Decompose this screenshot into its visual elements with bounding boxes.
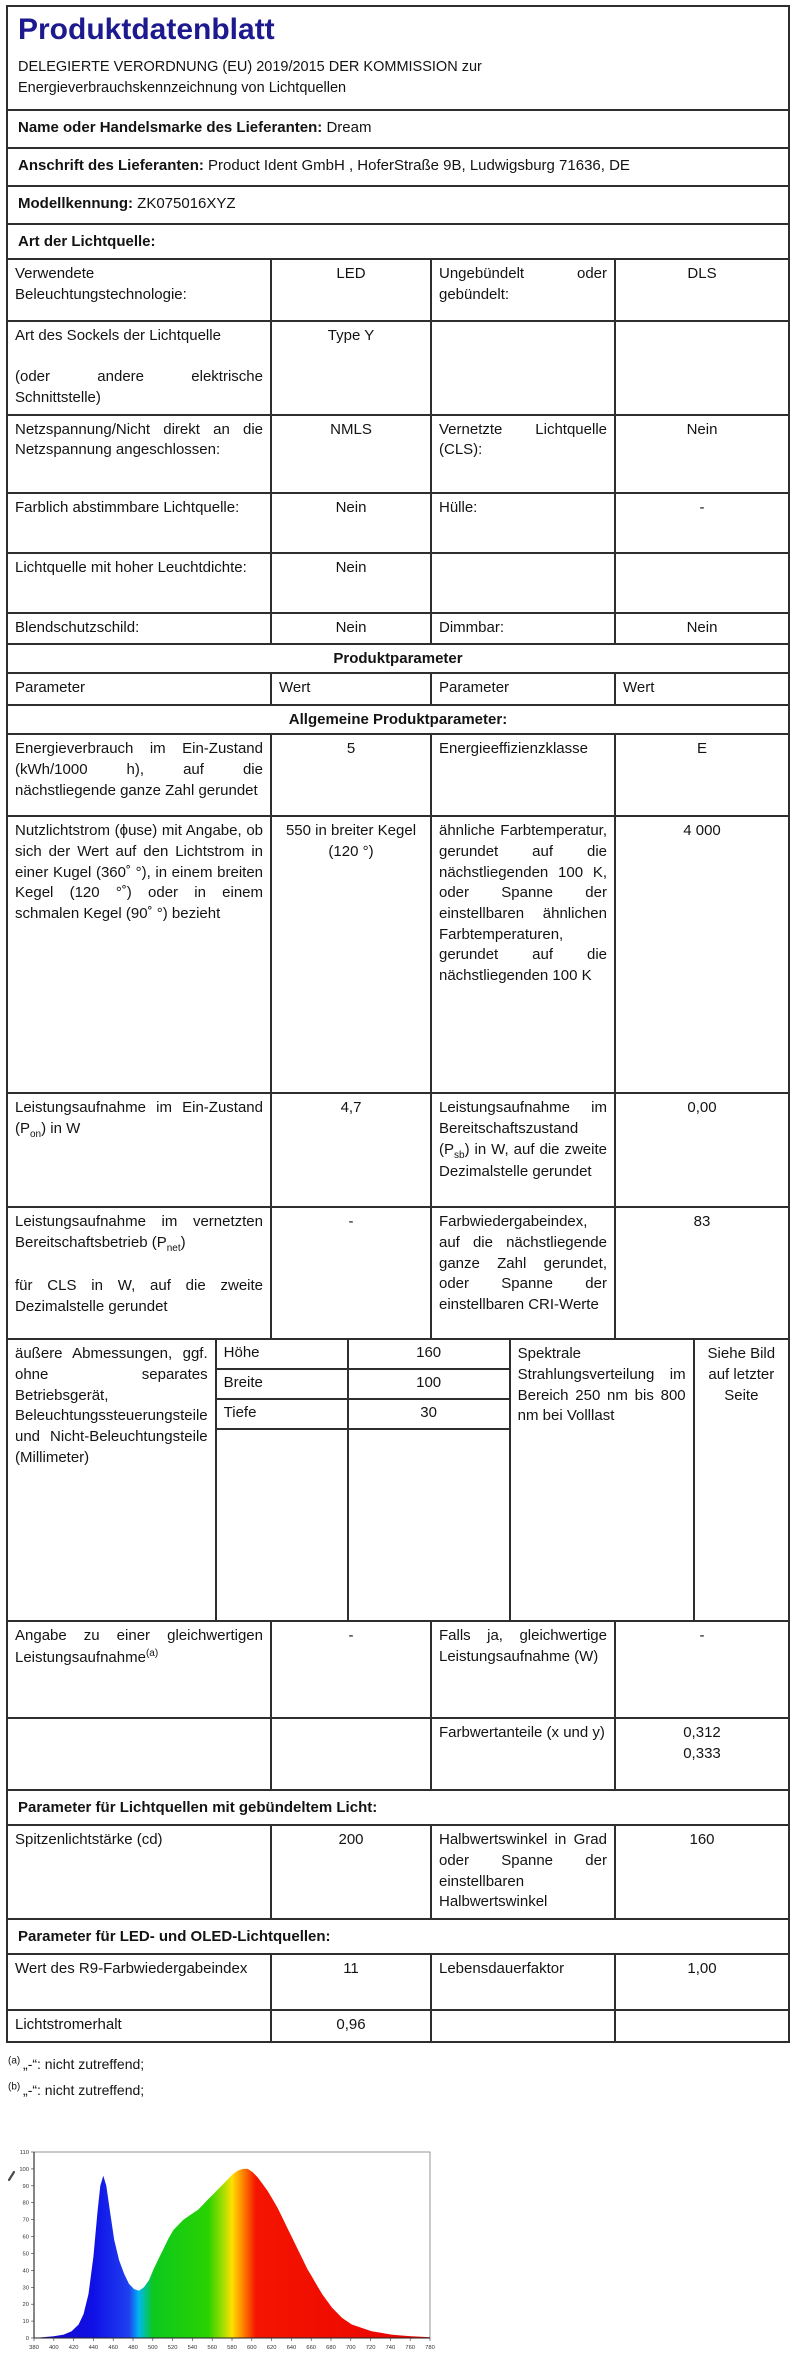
param-value-cell: 200 [270, 1826, 430, 1918]
regulation-subtitle: DELEGIERTE VERORDNUNG (EU) 2019/2015 DER KOMMISSION zur Energieverbrauchskennzeichnung von Lichtquellen [18, 59, 482, 97]
svg-text:10: 10 [22, 2319, 29, 2326]
dimensions-row [8, 1338, 788, 1620]
param-label-cell: Halbwertswinkel in Grad oder Spanne der einstellbaren Halbwertswinkel [430, 1826, 614, 1918]
param-value-cell: Nein [270, 494, 430, 552]
supplier-name-label: Name oder Handelsmarke des Lieferanten: [18, 119, 323, 137]
supplier-address-label: Anschrift des Lieferanten: [18, 157, 204, 175]
svg-text:760: 760 [405, 2345, 416, 2352]
param-value-cell: 1,00 [614, 1955, 788, 2009]
param-label-cell: Ungebündelt oder gebündelt: [430, 260, 614, 320]
svg-text:540: 540 [187, 2345, 198, 2352]
table-row [8, 492, 788, 552]
param-value-cell: Nein [270, 614, 430, 644]
param-value-cell [614, 322, 788, 414]
param-value-cell: 550 in breiter Kegel (120 °) [270, 817, 430, 1092]
svg-text:740: 740 [385, 2345, 396, 2352]
param-label-cell: Farbwiedergabeindex, auf die nächstliegende ganze Zahl gerundet, oder Spanne der einstellbaren CRI-Werte [430, 1208, 614, 1338]
footnote-a: $^{(a)}$ „-“: nicht zutreffend; [8, 2055, 145, 2072]
table-row [8, 1620, 788, 1717]
section-header-general-parameters: Allgemeine Produktparameter: [8, 704, 788, 733]
column-header: Wert [270, 674, 430, 704]
section-header-led-oled: Parameter für LED- und OLED-Lichtquellen: [8, 1918, 788, 1953]
svg-text:0: 0 [25, 2336, 29, 2343]
svg-text:60: 60 [22, 2234, 29, 2241]
param-label-cell: Lichtquelle mit hoher Leuchtdichte: [15, 558, 247, 576]
param-value-cell [614, 2011, 788, 2041]
page-title: Produktdatenblatt [18, 13, 275, 46]
svg-text:80: 80 [22, 2200, 29, 2207]
param-value-cell: 160 [614, 1826, 788, 1918]
svg-text:420: 420 [68, 2345, 79, 2352]
param-label-cell: Farblich abstimmbare Lichtquelle: [15, 498, 240, 516]
table-row [8, 733, 788, 815]
param-value-cell: - [614, 494, 788, 552]
svg-text:40: 40 [22, 2268, 29, 2275]
svg-text:110: 110 [19, 2150, 29, 2157]
param-label-cell: ähnliche Farbtemperatur, gerundet auf die nächstliegenden 100 K, oder Spanne der einstellbaren ähnlichen Farbtemperaturen, gerundet auf die nächstliegenden 100 K [430, 817, 614, 1092]
svg-text:90: 90 [22, 2183, 29, 2190]
dimension-name: Breite [217, 1370, 347, 1400]
table-row [8, 2009, 788, 2041]
table-row [8, 612, 788, 644]
dimension-name: Höhe [217, 1340, 347, 1370]
param-value-cell [270, 1719, 430, 1789]
param-label-cell [430, 322, 614, 414]
param-value-cell: Siehe Bild auf letzter Seite [693, 1340, 788, 1620]
param-label-cell [8, 1719, 270, 1789]
svg-text:50: 50 [22, 2251, 29, 2258]
param-label-cell: Angabe zu einer gleichwertigen Leistungsaufnahme$^{(a)}$ [15, 1627, 263, 1666]
column-header: Parameter [430, 674, 614, 704]
param-value-cell: - [270, 1208, 430, 1338]
param-label-cell: Blendschutzschild: [15, 618, 140, 636]
param-value-cell: Nein [614, 416, 788, 492]
table-row [8, 552, 788, 612]
dimensions-subtable [215, 1340, 509, 1620]
model-id-row [8, 185, 788, 223]
supplier-address-row [8, 147, 788, 185]
svg-text:520: 520 [167, 2345, 178, 2352]
param-label-cell: Hülle: [430, 494, 614, 552]
footnote-b: $^{(b)}$ „-“: nicht zutreffend; [8, 2081, 145, 2099]
svg-text:580: 580 [227, 2345, 237, 2352]
table-row [8, 1206, 788, 1338]
param-label-cell: Energieeffizienzklasse [430, 735, 614, 815]
svg-text:600: 600 [246, 2345, 257, 2352]
supplier-name-row [8, 109, 788, 147]
dimensions-label-cell: äußere Abmessungen, ggf. ohne separates Betriebsgerät, Beleuchtungssteuerungsteile und Nicht-Beleuchtungsteile (Millimeter) [15, 1345, 208, 1466]
param-label-cell: Dimmbar: [430, 614, 614, 644]
param-label-cell: Nutzlichtstrom (ϕuse) mit Angabe, ob sich der Wert auf den Lichtstrom in einer Kugel (360˚ °), in einem breiten Kegel (120 °˚) oder in einem schmalen Kegel (90˚ °) bezieht [15, 822, 263, 922]
table-row [8, 1824, 788, 1918]
table-row [8, 1092, 788, 1206]
param-value-cell: NMLS [270, 416, 430, 492]
param-label-cell: Leistungsaufnahme im Ein-Zustand $(P_{on})$ in W [15, 1099, 263, 1140]
svg-text:660: 660 [306, 2345, 317, 2352]
product-datasheet [6, 5, 790, 2043]
param-label-cell: Verwendete Beleuchtungstechnologie: [15, 265, 187, 303]
spectral-distribution-chart [2, 2142, 442, 2360]
column-header: Parameter [15, 679, 86, 697]
param-value-cell: 0,96 [270, 2011, 430, 2041]
param-value-cell: - [614, 1622, 788, 1717]
table-row [8, 258, 788, 320]
param-value-cell [614, 554, 788, 612]
param-label-cell: Art des Sockels der Lichtquelle (oder andere elektrische Schnittstelle) [15, 327, 263, 407]
param-value-cell: LED [270, 260, 430, 320]
param-value-cell: - [270, 1622, 430, 1717]
table-header-row [8, 672, 788, 704]
model-id-label: Modellkennung: [18, 195, 133, 213]
param-value-cell: 5 [270, 735, 430, 815]
supplier-name-value: Dream [326, 119, 372, 137]
dimension-value: 30 [349, 1400, 509, 1430]
table-row [8, 414, 788, 492]
param-label-cell: Spitzenlichtstärke (cd) [15, 1831, 163, 1849]
svg-text:440: 440 [88, 2345, 99, 2352]
svg-text:720: 720 [365, 2345, 376, 2352]
supplier-address-value: Product Ident GmbH , HoferStraße 9B, Ludwigsburg 71636, DE [208, 157, 630, 175]
param-label-cell: Leistungsaufnahme im Bereitschaftszustand $(P_{sb})$ in W, auf die zweite Dezimalstelle gerundet [430, 1094, 614, 1206]
svg-text:480: 480 [128, 2345, 138, 2352]
param-label-cell: Leistungsaufnahme im vernetzten Bereitschaftsbetrieb $(P_{net})$ für CLS in W, auf die zweite Dezimalstelle gerundet [15, 1213, 263, 1316]
svg-text:400: 400 [48, 2345, 59, 2352]
section-header-directional-light: Parameter für Lichtquellen mit gebündeltem Licht: [8, 1789, 788, 1824]
param-value-cell: 0,312 0,333 [614, 1719, 788, 1789]
svg-text:100: 100 [19, 2166, 29, 2173]
param-label-cell [430, 554, 614, 612]
param-value-cell: Nein [270, 554, 430, 612]
svg-text:620: 620 [266, 2345, 277, 2352]
dimension-name: Tiefe [217, 1400, 347, 1430]
param-label-cell: Farbwertanteile (x und y) [430, 1719, 614, 1789]
param-value-cell: 11 [270, 1955, 430, 2009]
document-header [8, 7, 788, 109]
param-label-cell: Falls ja, gleichwertige Leistungsaufnahme (W) [430, 1622, 614, 1717]
svg-text:20: 20 [22, 2302, 29, 2309]
table-row [8, 320, 788, 414]
param-label-cell: Lebensdauerfaktor [430, 1955, 614, 2009]
param-value-cell: 4,7 [270, 1094, 430, 1206]
column-header: Wert [614, 674, 788, 704]
param-label-cell: Spektrale Strahlungsverteilung im Bereich 250 nm bis 800 nm bei Volllast [509, 1340, 693, 1620]
section-header-light-source-type: Art der Lichtquelle: [8, 223, 788, 258]
svg-text:780: 780 [425, 2345, 435, 2352]
param-label-cell: Vernetzte Lichtquelle (CLS): [430, 416, 614, 492]
table-row [8, 815, 788, 1092]
svg-text:70: 70 [22, 2217, 29, 2224]
param-value-cell: 83 [614, 1208, 788, 1338]
param-label-cell: Wert des R9-Farbwiedergabeindex [15, 1960, 248, 1978]
svg-text:30: 30 [22, 2285, 29, 2292]
table-row [8, 1953, 788, 2009]
section-header-product-parameters: Produktparameter [8, 643, 788, 672]
param-label-cell: Energieverbrauch im Ein-Zustand (kWh/1000 h), auf die nächstliegende ganze Zahl gerundet [15, 740, 263, 799]
param-label-cell: Netzspannung/Nicht direkt an die Netzspannung angeschlossen: [15, 420, 263, 459]
footnotes [8, 2051, 792, 2104]
param-value-cell: Type Y [270, 322, 430, 414]
svg-text:500: 500 [147, 2345, 158, 2352]
svg-text:680: 680 [326, 2345, 336, 2352]
svg-text:380: 380 [29, 2345, 39, 2352]
spectrum-figure [2, 2142, 800, 2365]
param-value-cell: 0,00 [614, 1094, 788, 1206]
dimension-value: 100 [349, 1370, 509, 1400]
dimension-value: 160 [349, 1340, 509, 1370]
model-id-value: ZK075016XYZ [137, 195, 236, 213]
table-row [8, 1717, 788, 1789]
param-label-cell [430, 2011, 614, 2041]
param-value-cell: 4 000 [614, 817, 788, 1092]
svg-text:640: 640 [286, 2345, 297, 2352]
param-value-cell: E [614, 735, 788, 815]
svg-text:700: 700 [345, 2345, 356, 2352]
param-value-cell: DLS [614, 260, 788, 320]
param-label-cell: Lichtstromerhalt [15, 2016, 122, 2034]
svg-text:560: 560 [207, 2345, 218, 2352]
svg-text:460: 460 [108, 2345, 119, 2352]
param-value-cell: Nein [614, 614, 788, 644]
